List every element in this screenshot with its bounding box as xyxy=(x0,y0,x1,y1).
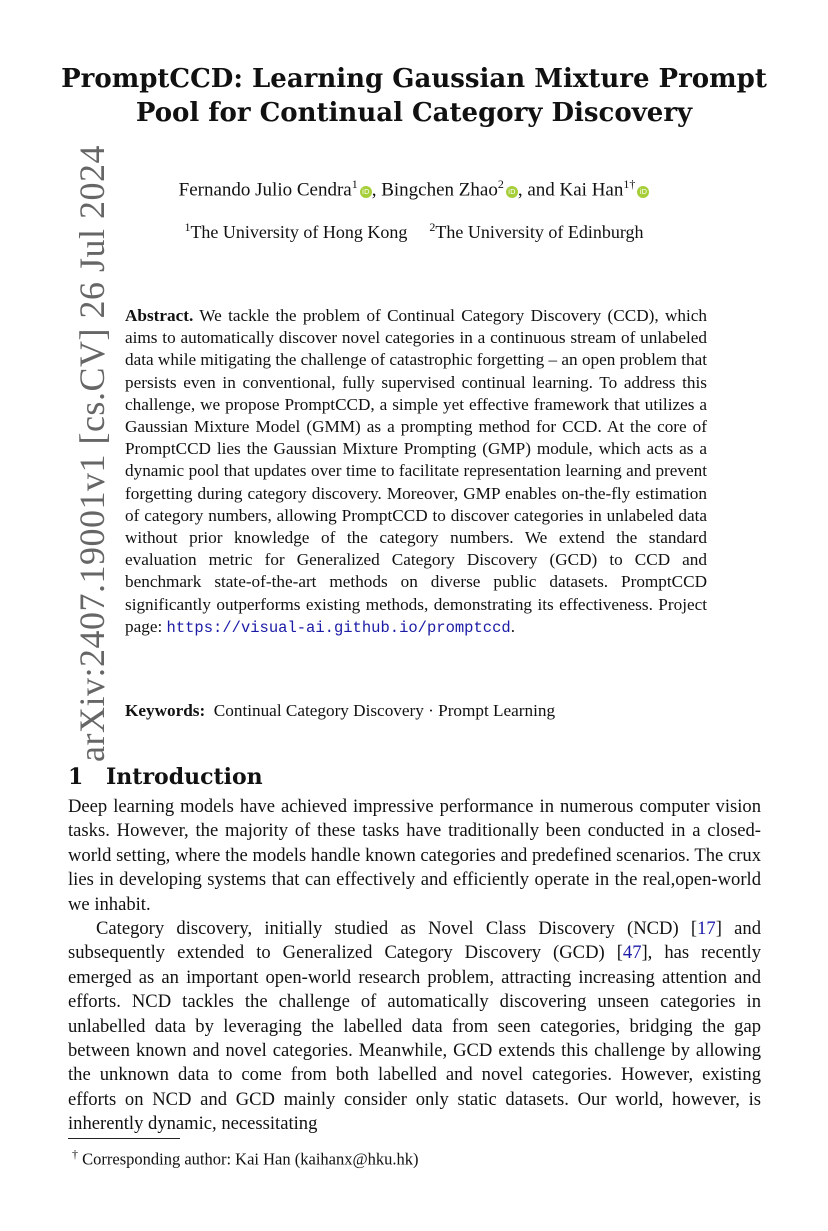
footnote-rule xyxy=(68,1138,180,1139)
affiliation-mark: 2 xyxy=(429,220,436,234)
author-name: Fernando Julio Cendra xyxy=(178,179,352,201)
footnote xyxy=(72,1147,419,1170)
citation-link[interactable]: 47 xyxy=(622,942,642,964)
citation-link[interactable]: 17 xyxy=(697,918,716,940)
paragraph-text: Category discovery, initially studied as Novel Class Discovery (NCD) [ xyxy=(96,918,698,940)
author-affiliation-mark: 2 xyxy=(497,177,504,191)
abstract-period: . xyxy=(510,616,515,636)
author-name: , and Kai Han xyxy=(517,179,624,201)
paragraph xyxy=(68,917,761,1137)
affiliations xyxy=(0,220,828,243)
paragraph-text: ] and subsequently extended to Generalized Category Discovery (GCD) [ xyxy=(68,918,762,964)
orcid-icon[interactable]: iD xyxy=(637,186,649,198)
author-list xyxy=(0,177,828,201)
title-line-2: Pool for Continual Category Discovery xyxy=(135,98,693,128)
section-title: Introduction xyxy=(106,764,263,790)
project-page-link[interactable]: https://visual-ai.github.io/promptccd xyxy=(166,618,511,637)
arxiv-sidebar xyxy=(16,70,112,770)
affiliation-hku: The University of Hong Kong xyxy=(190,222,408,242)
title-line-1: PromptCCD: Learning Gaussian Mixture Prompt xyxy=(61,64,767,94)
orcid-icon[interactable]: iD xyxy=(360,186,372,198)
author-name: , Bingchen Zhao xyxy=(371,179,498,201)
section-heading xyxy=(68,764,263,790)
footnote-text: Corresponding author: Kai Han (kaihanx@hku.hk) xyxy=(82,1149,419,1169)
body-text xyxy=(68,795,761,1137)
keywords-label: Keywords: xyxy=(125,701,206,720)
arxiv-identifier: arXiv:2407.19001v1 [cs.CV] 26 Jul 2024 xyxy=(72,145,112,762)
paragraph: Deep learning models have achieved impressive performance in numerous computer vision tasks. However, the majority of these tasks have traditionally been conducted in a closed-world setting, where the models handle known categories and predefined scenarios. The crux lies in developing systems that can effectively and efficiently operate in the real,open-world we inhabit. xyxy=(68,796,761,915)
affiliation-edinburgh: The University of Edinburgh xyxy=(435,222,644,242)
affiliation-mark: 1 xyxy=(184,220,191,234)
footnote-mark: † xyxy=(72,1147,78,1161)
paper-title xyxy=(60,62,768,130)
abstract-text: We tackle the problem of Continual Category Discovery (CCD), which aims to automatically discover novel categories in a continuous stream of unlabeled data while mitigating the challenge of catastrophic forgetting – an open problem that persists even in conventional, fully supervised continual learning. To address this challenge, we propose PromptCCD, a simple yet effective framework that utilizes a Gaussian Mixture Model (GMM) as a prompting method for CCD. At the core of PromptCCD lies the Gaussian Mixture Prompting (GMP) module, which acts as a dynamic pool that updates over time to facilitate representation learning and prevent forgetting during category discovery. Moreover, GMP enables on-the-fly estimation of category numbers, allowing PromptCCD to discover categories in unlabeled data without prior knowledge of the category numbers. We extend the standard evaluation metric for Generalized Category Discovery (GCD) to CCD and benchmark state-of-the-art methods on diverse public datasets. PromptCCD significantly outperforms existing methods, demonstrating its effectiveness. Project page: xyxy=(125,306,707,636)
orcid-icon[interactable]: iD xyxy=(506,186,518,198)
keywords-text: Continual Category Discovery · Prompt Learning xyxy=(213,701,556,720)
keywords xyxy=(125,701,725,721)
paragraph-text: ], has recently emerged as an important open-world research problem, attracting increasing attention and efforts. NCD tackles the challenge of automatically discovering unseen categories in unlabelled data by leveraging the labelled data from seen categories, bridging the gap between known and novel categories. Meanwhile, GCD extends this challenge by allowing the unknown data to come from both labelled and novel categories. However, existing efforts on NCD and GCD mainly consider only static datasets. Our world, however, is inherently dynamic, necessitating xyxy=(68,942,761,1135)
section-number: 1 xyxy=(68,764,84,790)
author-affiliation-mark: 1† xyxy=(623,177,636,191)
author-affiliation-mark: 1 xyxy=(351,177,358,191)
abstract xyxy=(125,305,707,639)
abstract-label: Abstract. xyxy=(125,306,194,325)
